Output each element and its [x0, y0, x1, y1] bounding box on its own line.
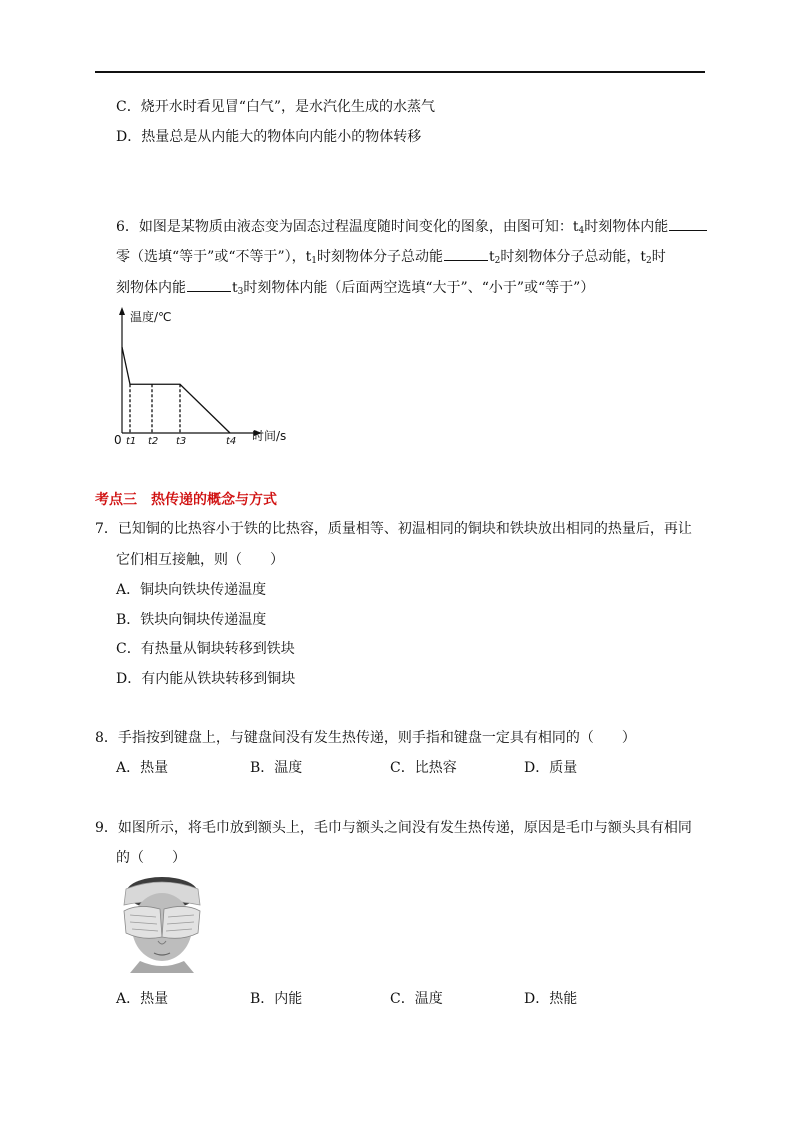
answer-blank-3[interactable]	[187, 277, 231, 292]
q6-line-2	[116, 246, 666, 271]
q7-option-c[interactable]: C．有热量从铜块转移到铁块	[116, 641, 295, 657]
q8-stem: 8．手指按到键盘上，与键盘间没有发生热传递，则手指和键盘一定具有相同的（ ）	[95, 730, 636, 746]
q5-option-c: C．烧开水时看见冒“白气”，是水汽化生成的水蒸气	[116, 99, 436, 115]
y-axis-label: 温度/℃	[130, 310, 172, 324]
q6-text: 时刻物体分子总动能	[317, 249, 443, 265]
q7-option-d[interactable]: D．有内能从铁块转移到铜块	[116, 671, 296, 687]
q6-text: 时刻物体内能	[584, 219, 669, 235]
q7-option-a[interactable]: A．铜块向铁块传递温度	[116, 582, 267, 598]
q6-subscript: 2	[494, 256, 501, 266]
header-rule	[95, 71, 705, 73]
q6-text: 6．如图是某物质由液态变为固态过程温度随时间变化的图象，由图可知：t	[116, 219, 579, 235]
q8-option-c[interactable]: C．比热容	[390, 760, 457, 776]
q7-stem-line-2: 它们相互接触，则（ ）	[116, 552, 284, 568]
q9-stem-line-1: 9．如图所示，将毛巾放到额头上，毛巾与额头之间没有发生热传递，原因是毛巾与额头具有相同	[95, 820, 692, 836]
q9-option-d[interactable]: D．热能	[524, 991, 578, 1007]
x-axis-label: 时间/s	[252, 429, 287, 443]
q6-subscript: 3	[237, 287, 244, 297]
section-title: 考点三 热传递的概念与方式	[95, 492, 277, 508]
q6-line-1	[116, 216, 708, 241]
q9-option-a[interactable]: A．热量	[116, 991, 169, 1007]
q6-text: t	[232, 280, 238, 296]
x-tick-label: t2	[148, 436, 159, 447]
q6-text: 时刻物体分子总动能，t	[500, 249, 647, 265]
x-tick-label: t4	[226, 436, 237, 447]
temperature-curve	[122, 347, 230, 433]
answer-blank-1[interactable]	[669, 216, 707, 231]
q7-stem-line-1: 7．已知铜的比热容小于铁的比热容，质量相等、初温相同的铜块和铁块放出相同的热量后，再让	[95, 521, 692, 537]
q7-option-b[interactable]: B．铁块向铜块传递温度	[116, 612, 267, 628]
q6-subscript: 2	[646, 256, 652, 266]
q9-option-c[interactable]: C．温度	[390, 991, 443, 1007]
q8-option-b[interactable]: B．温度	[250, 760, 303, 776]
q5-option-d: D．热量总是从内能大的物体向内能小的物体转移	[116, 129, 422, 145]
q6-text: t	[489, 249, 495, 265]
towel-on-forehead-photo	[118, 875, 206, 973]
x-tick-label: 0	[114, 433, 122, 447]
x-tick-label: t1	[126, 436, 137, 447]
q6-text: 刻物体内能	[116, 280, 186, 296]
q8-option-d[interactable]: D．质量	[524, 760, 578, 776]
q9-option-b[interactable]: B．内能	[250, 991, 303, 1007]
q6-subscript: 4	[578, 226, 585, 236]
answer-blank-2[interactable]	[444, 246, 488, 261]
q6-text: 零（选填“等于”或“不等于”），t	[116, 249, 312, 265]
q6-text: 时	[651, 249, 666, 265]
q9-stem-line-2: 的（ ）	[116, 850, 186, 866]
q6-text: 时刻物体内能（后面两空选填“大于”、“小于”或“等于”）	[243, 280, 595, 296]
q6-line-3	[116, 277, 594, 302]
q6-subscript: 1	[311, 256, 317, 266]
y-axis-arrow	[119, 307, 125, 315]
x-tick-label: t3	[176, 436, 187, 447]
q8-option-a[interactable]: A．热量	[116, 760, 169, 776]
temperature-time-chart	[108, 305, 298, 450]
